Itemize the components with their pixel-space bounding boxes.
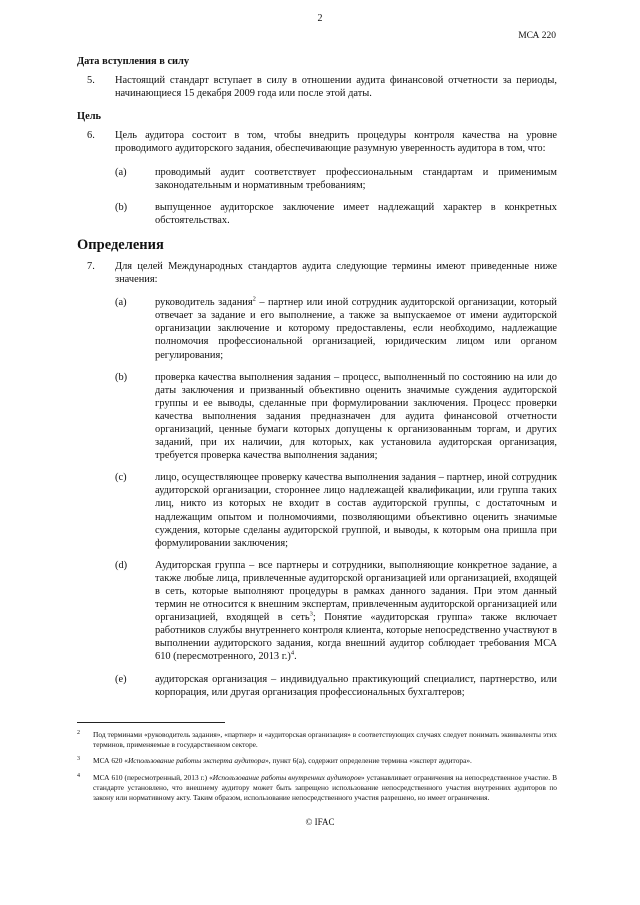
footnotes xyxy=(77,730,557,809)
footnote-text: МСА 620 « xyxy=(93,756,128,766)
definition-item-e xyxy=(77,673,557,699)
item-label: (d) xyxy=(115,559,128,571)
footnote-4 xyxy=(77,773,557,804)
heading-effective-date: Дата вступления в силу xyxy=(77,56,190,67)
item-text-cont: – партнер или иной сотрудник аудиторской организации, который отвечает за задание и его выполнение, а также за выпускаемое от имени аудиторской организации заключение и которому предоставлены, если необходимо, надлежащие полномочия профессиональной организацией, юридическим лицом или органом регулирования; xyxy=(155,297,557,361)
item-text-end: . xyxy=(294,651,297,663)
definition-item-d xyxy=(77,559,557,664)
footnote-ref[interactable]: 3 xyxy=(309,610,313,618)
footnote-ref[interactable]: 2 xyxy=(252,295,256,303)
paragraph-7 xyxy=(77,260,557,286)
page-number: 2 xyxy=(317,13,323,24)
footnote-title: Использование работы эксперта аудитора xyxy=(127,756,266,766)
paragraph-number: 5. xyxy=(87,75,95,87)
objective-item-b xyxy=(77,201,557,227)
item-label: (b) xyxy=(115,201,128,213)
footnote-number: 3 xyxy=(77,756,80,763)
heading-objective: Цель xyxy=(77,111,102,123)
paragraph-5 xyxy=(77,74,557,100)
paragraph-number: 6. xyxy=(87,130,95,142)
item-text: руководитель задания xyxy=(155,297,253,309)
footnote-divider xyxy=(77,722,225,723)
footnote-text-cont: » устанавливает ограничения на непосредственное участие. В стандарте установлено, что внешнему аудитору может быть запрещено использование непосредственного участия внутренних аудиторов по закону или нормативному акту. Таким образом, использование непосредственного участия разрешено, но имеет ограничения. xyxy=(93,772,557,803)
copyright: © IFAC xyxy=(305,817,335,827)
objective-item-a xyxy=(77,166,557,192)
footnote-title: Использование работы внутренних аудиторов xyxy=(212,772,361,782)
heading-definitions: Определения xyxy=(77,236,164,253)
definition-item-b xyxy=(77,371,557,463)
footnote-text: МСА 610 (пересмотренный, 2013 г.) « xyxy=(93,772,213,782)
item-label: (b) xyxy=(115,371,128,383)
item-label: (a) xyxy=(115,166,127,178)
paragraph-text: Для целей Международных стандартов аудита следующие термины имеют приведенные ниже значения: xyxy=(115,260,557,286)
item-label: (a) xyxy=(115,297,127,309)
document-code: МСА 220 xyxy=(518,31,556,41)
item-label: (c) xyxy=(115,472,127,484)
item-text: лицо, осуществляющее проверку качества выполнения задания – партнер, иной сотрудник аудиторской организации, стороннее лицо надлежащей квалификации, или группа таких лиц, никто из которых не входит в состав аудиторской группы, с достаточным и надлежащим опытом и полномочиями, позволяющими объективно оценить значимые суждения, которые сделаны аудиторской группой, и выводы, к которым она пришла при формулировании заключения; xyxy=(155,472,557,549)
footnote-number: 2 xyxy=(77,730,80,736)
item-text: проверка качества выполнения задания – процесс, выполненный по состоянию на или до даты заключения и призванный объективно оценить значимые суждения аудиторской группы и ее выводы, сделанные при формулировании заключения. Процесс проверки качества выполнения задания предназначен для аудита финансовой отчетности организаций, ценные бумаги которых допущены к организованным торгам, и других заданий, при их наличии, для которых, как установила аудиторская организация, требуется проверка качества выполнения задания; xyxy=(155,371,557,462)
footnote-3 xyxy=(77,756,557,766)
item-text: проводимый аудит соответствует профессиональным стандартам и применимым законодательным и нормативным требованиям; xyxy=(155,166,557,191)
footnote-2 xyxy=(77,730,557,750)
paragraph-number: 7. xyxy=(87,260,95,272)
footnote-number: 4 xyxy=(77,772,80,779)
item-label: (e) xyxy=(115,673,127,685)
footnote-text-cont: », пункт 6(а), содержит определение термина «эксперт аудитора». xyxy=(265,756,472,766)
paragraph-text: Настоящий стандарт вступает в силу в отношении аудита финансовой отчетности за периоды, начинающиеся 15 декабря 2009 года или после этой даты. xyxy=(115,75,557,100)
document-body xyxy=(77,55,557,708)
definition-item-a xyxy=(77,296,557,361)
definition-item-c xyxy=(77,471,557,550)
footnote-ref[interactable]: 4 xyxy=(290,650,295,657)
item-text: аудиторская организация – индивидуально практикующий специалист, партнерство, или корпорация, или другая организация профессиональных бухгалтеров; xyxy=(155,673,557,698)
paragraph-6 xyxy=(77,129,557,155)
paragraph-text: Цель аудитора состоит в том, чтобы внедрить процедуры контроля качества на уровне проводимого аудиторского задания, обеспечивающие разумную уверенность аудитора в том, что: xyxy=(115,130,557,155)
item-text: Аудиторская группа – все партнеры и сотрудники, выполняющие конкретное задание, а также любые лица, привлеченные аудиторской организацией или организацией, входящей в сеть, которые выполняют процедуры в рамках данного задания. При этом данный термин не относится к внешним экспертам, привлеченным аудиторской организацией или организацией, входящей в сеть xyxy=(155,559,557,624)
item-text: выпущенное аудиторское заключение имеет надлежащий характер в конкретных обстоятельствах. xyxy=(155,201,557,226)
footnote-text: Под терминами «руководитель задания», «партнер» и «аудиторская организация» в соответствующих случаях следует понимать эквиваленты этих терминов, применяемые в государственном секторе. xyxy=(93,730,557,750)
item-text-cont: ; Понятие «аудиторская группа» также включает работников службы внутреннего контроля клиента, которые непосредственно участвуют в выполнении аудиторского задания, когда внешний аудитор соблюдает требования МСА 610 (пересмотренного, 2013 г.) xyxy=(155,612,557,663)
